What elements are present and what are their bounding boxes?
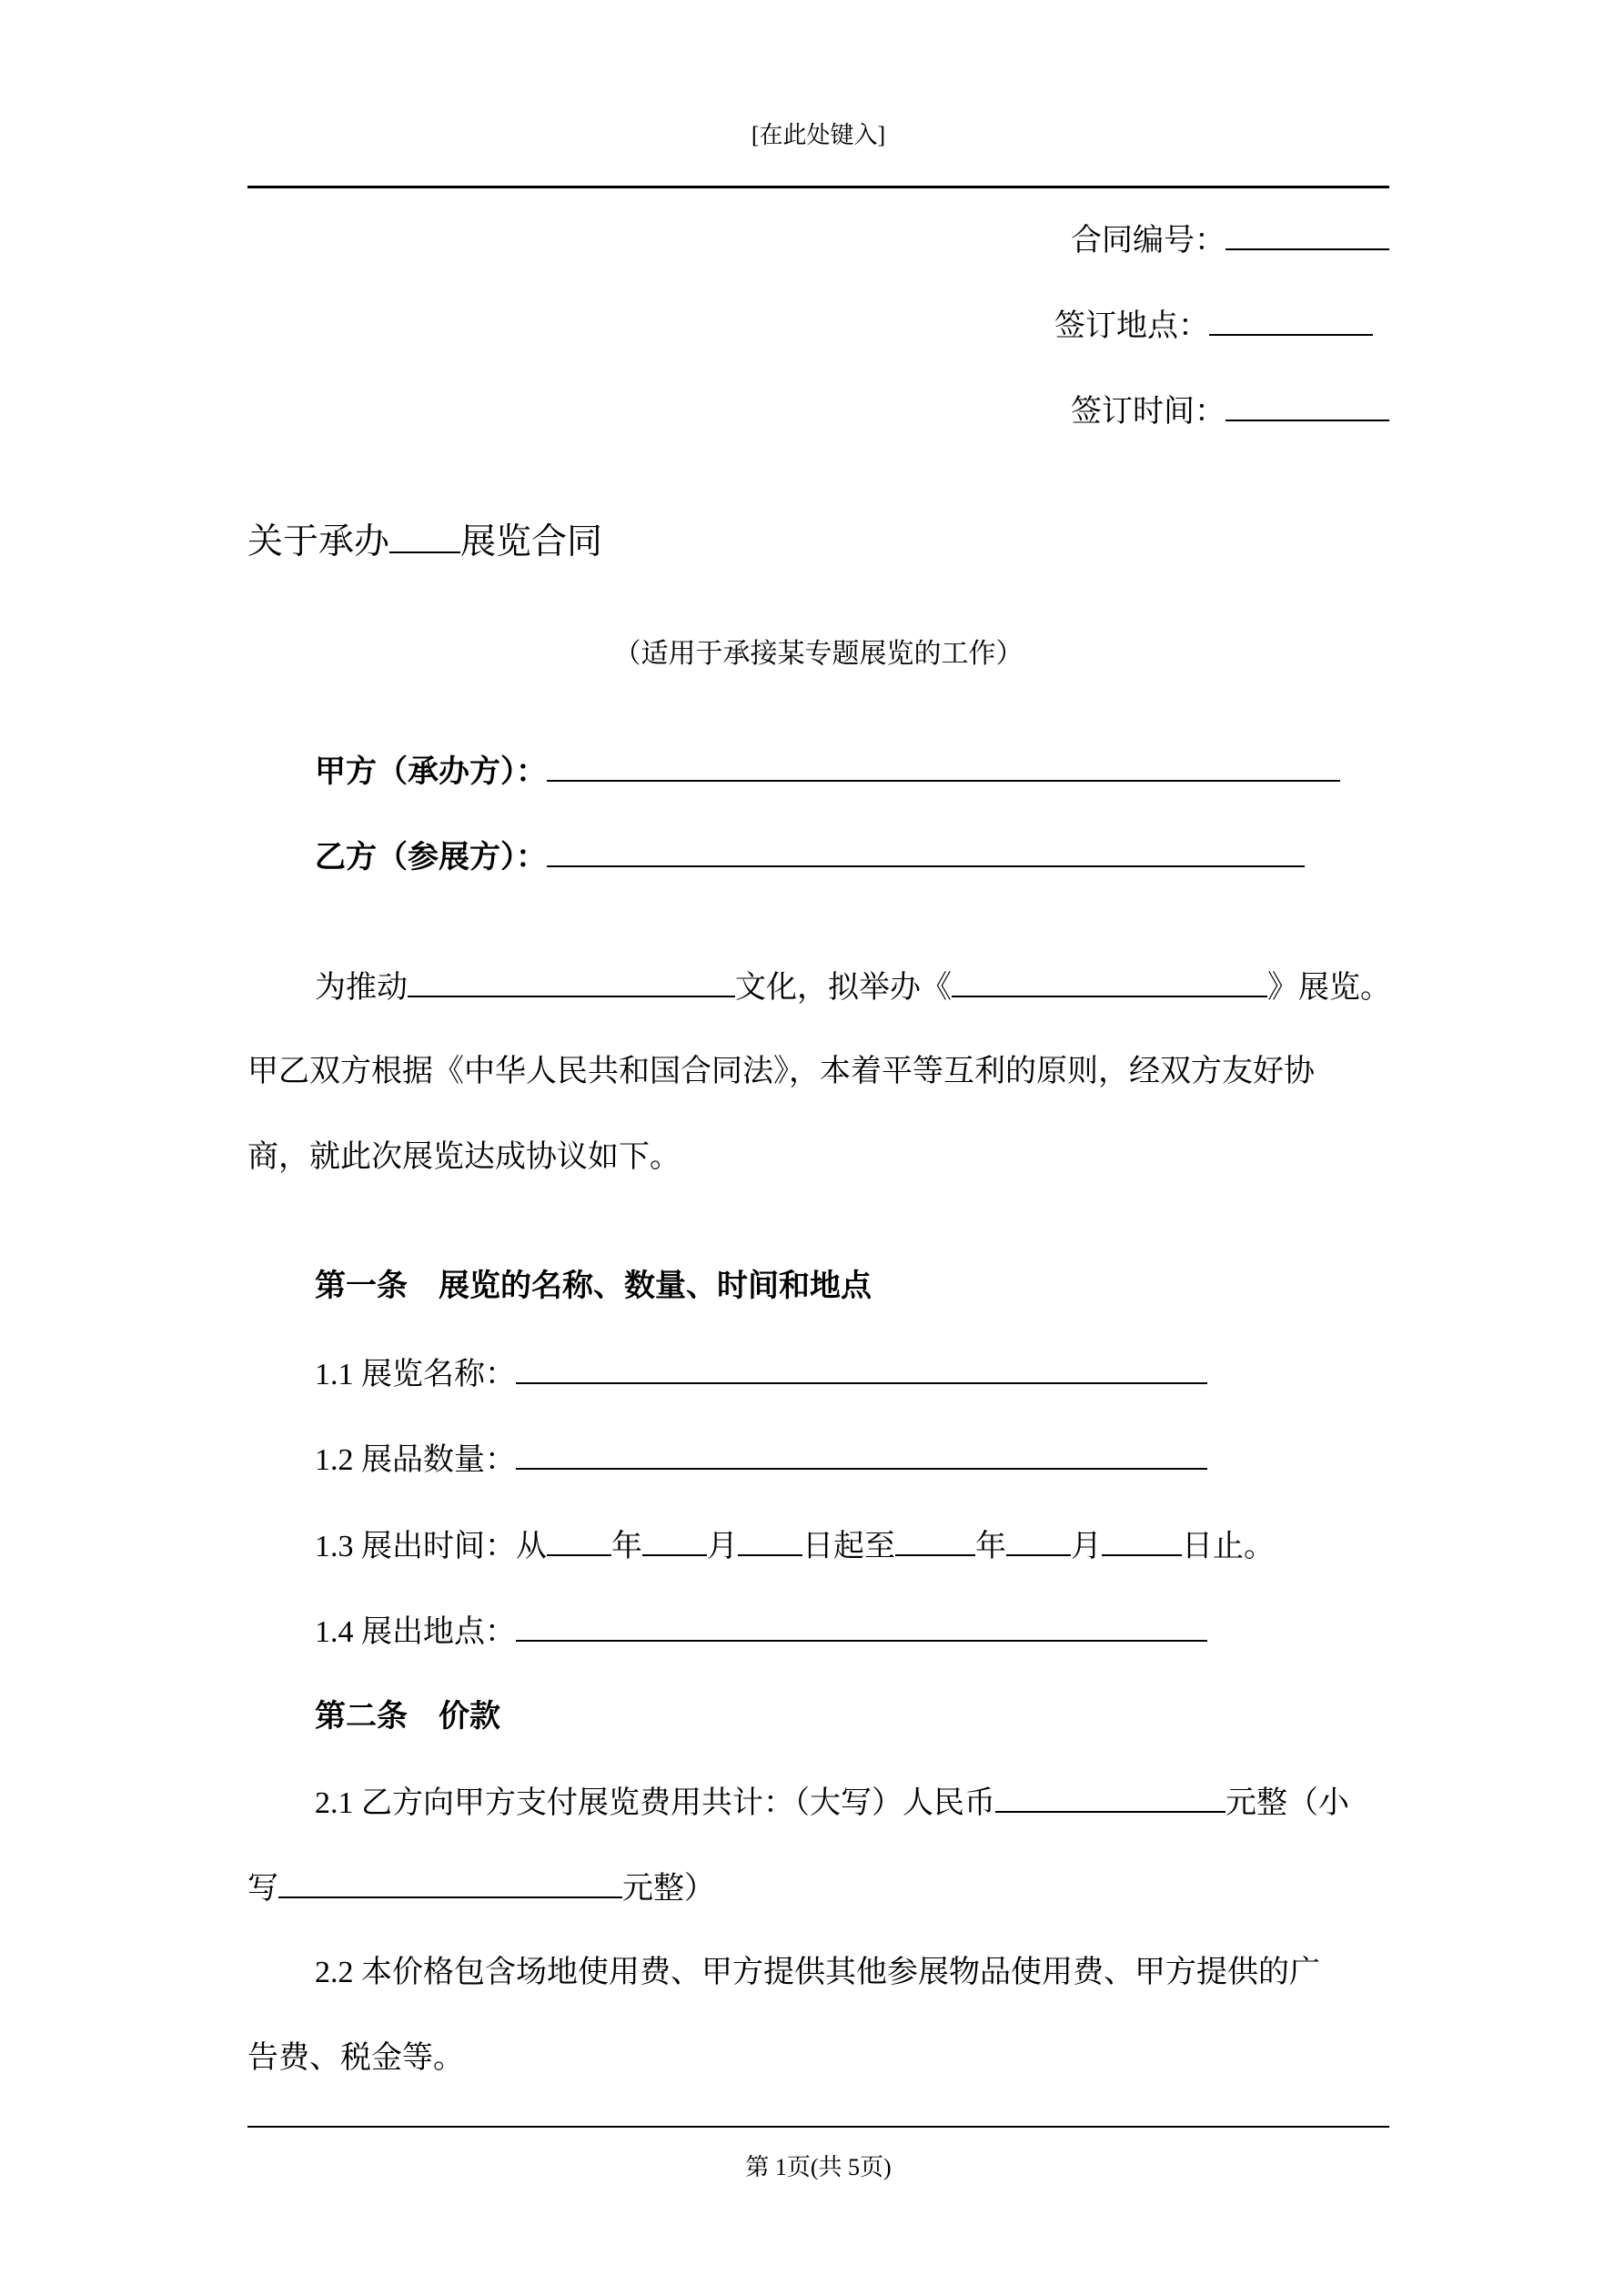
sign-place-label: 签订地点：	[1054, 309, 1209, 343]
start-day-blank[interactable]	[738, 1527, 802, 1556]
unit: 月	[707, 1530, 738, 1563]
header-rule	[247, 186, 1389, 188]
party-a-blank[interactable]	[547, 753, 1340, 782]
unit: 日起至	[802, 1530, 895, 1563]
item-1-4	[247, 1613, 1389, 1651]
intro-line-1	[247, 968, 1389, 1006]
amount-figures-blank[interactable]	[278, 1869, 622, 1898]
unit: 年	[975, 1530, 1006, 1563]
unit: 日止。	[1182, 1530, 1275, 1563]
party-b-blank[interactable]	[547, 838, 1305, 867]
unit: 年	[611, 1530, 642, 1563]
item-1-1	[247, 1355, 1389, 1393]
item-1-3	[247, 1527, 1389, 1565]
contract-number-line	[247, 221, 1389, 259]
exhibition-name-field[interactable]	[516, 1355, 1207, 1384]
item-text: 元整（小	[1226, 1786, 1349, 1820]
item-label: 1.2 展品数量：	[315, 1443, 516, 1477]
exhibition-place-field[interactable]	[516, 1613, 1207, 1642]
item-text: 2.1 乙方向甲方支付展览费用共计：（大写）人民币	[315, 1786, 995, 1820]
document-subtitle: （适用于承接某专题展览的工作）	[613, 639, 1024, 669]
sign-time-label: 签订时间：	[1071, 395, 1226, 429]
intro-text: 为推动	[315, 971, 408, 1005]
party-a-line	[315, 753, 1340, 790]
unit: 月	[1071, 1530, 1102, 1563]
sign-time-line	[247, 392, 1389, 430]
item-text: 写	[247, 1872, 278, 1906]
party-b-line	[315, 838, 1305, 875]
sign-place-line	[247, 307, 1373, 345]
item-1-2	[247, 1441, 1389, 1479]
footer-rule	[247, 2126, 1389, 2128]
contract-number-label: 合同编号：	[1071, 224, 1226, 258]
intro-text: 文化，拟举办《	[735, 971, 952, 1005]
party-b-label: 乙方（参展方）：	[315, 840, 547, 875]
item-label: 1.4 展出地点：	[315, 1615, 516, 1649]
item-text: 元整）	[622, 1872, 715, 1906]
intro-text: 》展览。	[1267, 971, 1391, 1005]
intro-line-2: 甲乙双方根据《中华人民共和国合同法》，本着平等互利的原则，经双方友好协	[247, 1055, 1315, 1088]
intro-line-3: 商，就此次展览达成协议如下。	[247, 1140, 681, 1174]
page-footer: 第 1页(共 5页)	[745, 2154, 892, 2180]
article-2-heading: 第二条 价款	[315, 1699, 500, 1734]
title-part-2: 展览合同	[460, 522, 603, 561]
culture-blank[interactable]	[408, 968, 735, 997]
sign-place-blank[interactable]	[1209, 307, 1373, 336]
document-title	[247, 521, 1389, 564]
end-month-blank[interactable]	[1006, 1527, 1071, 1556]
start-month-blank[interactable]	[642, 1527, 707, 1556]
item-2-1-cont	[247, 1869, 1389, 1907]
sign-time-blank[interactable]	[1226, 392, 1389, 421]
item-2-1	[247, 1784, 1389, 1822]
exhibition-name-blank[interactable]	[952, 968, 1267, 997]
exhibit-quantity-field[interactable]	[516, 1441, 1207, 1470]
article-1-heading: 第一条 展览的名称、数量、时间和地点	[315, 1269, 872, 1303]
amount-words-blank[interactable]	[995, 1784, 1226, 1813]
title-part-1: 关于承办	[247, 522, 390, 561]
title-blank[interactable]	[389, 521, 460, 553]
item-label: 1.1 展览名称：	[315, 1358, 516, 1391]
item-label: 1.3 展出时间：从	[315, 1530, 547, 1563]
page-header: [在此处键入]	[751, 122, 886, 148]
item-2-2: 2.2 本价格包含场地使用费、甲方提供其他参展物品使用费、甲方提供的广	[315, 1956, 1320, 1989]
start-year-blank[interactable]	[547, 1527, 611, 1556]
end-year-blank[interactable]	[895, 1527, 975, 1556]
contract-number-blank[interactable]	[1226, 221, 1389, 250]
end-day-blank[interactable]	[1102, 1527, 1182, 1556]
item-2-2-cont: 告费、税金等。	[247, 2041, 464, 2075]
party-a-label: 甲方（承办方）：	[315, 754, 547, 789]
